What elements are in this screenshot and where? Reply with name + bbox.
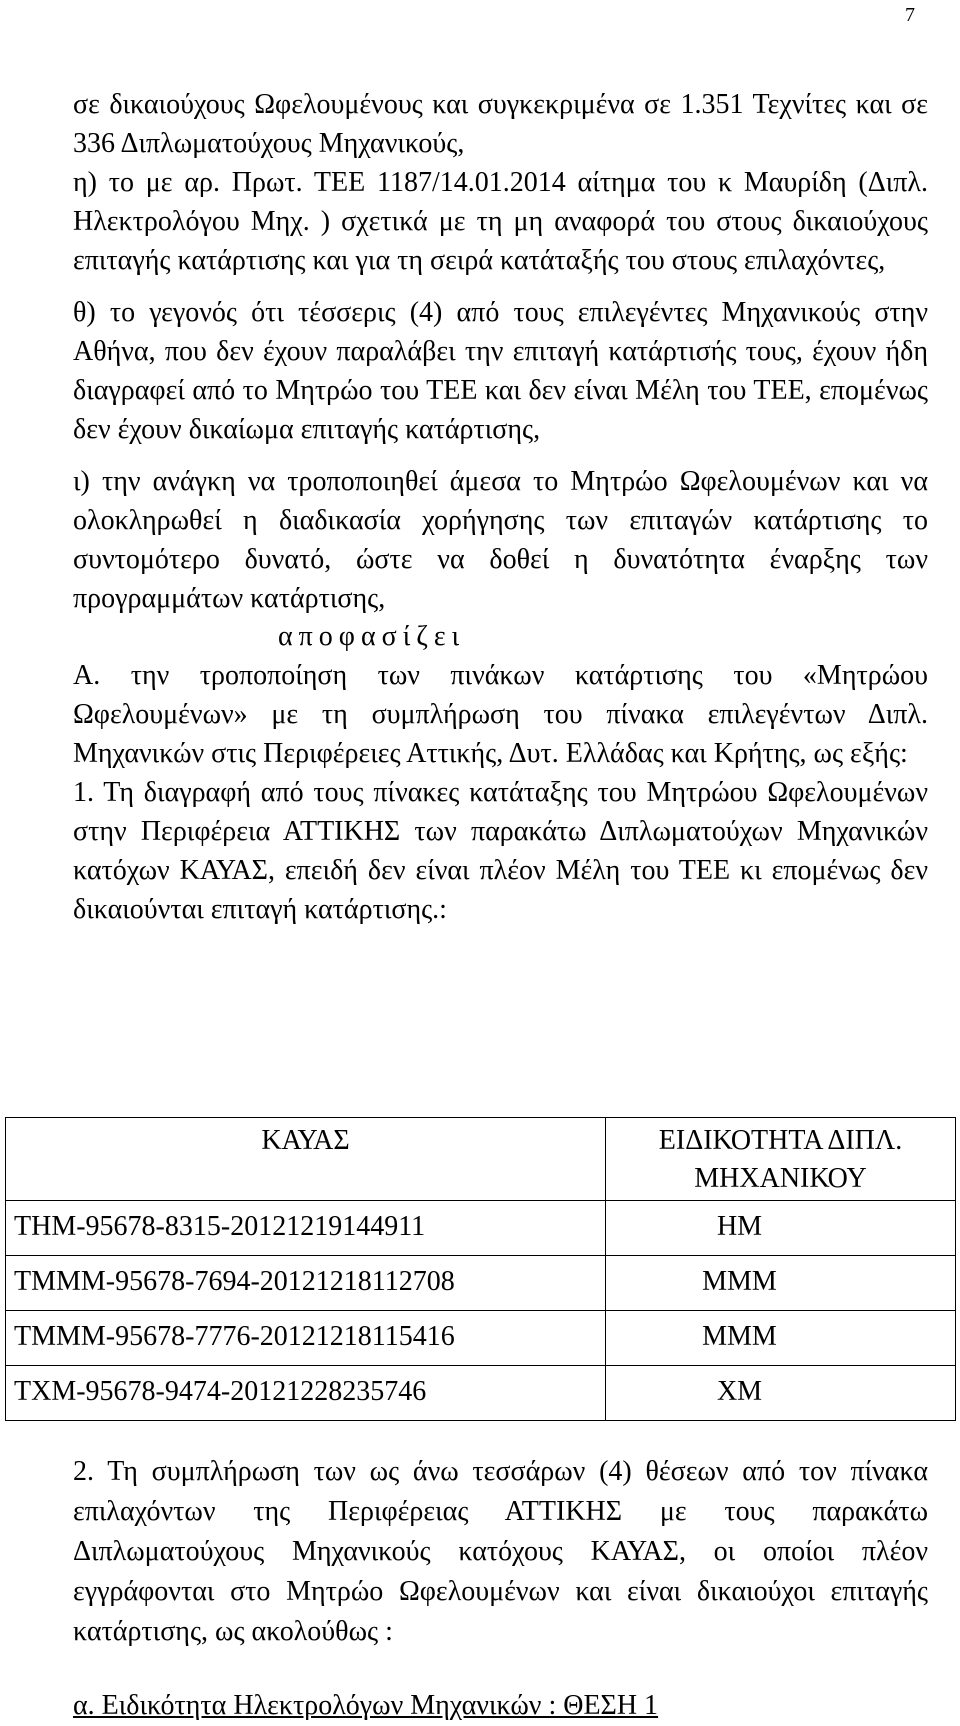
- cell-kauas: ΤΜΜΜ-95678-7776-20121218115416: [6, 1311, 606, 1366]
- header-specialty: ΕΙΔΙΚΟΤΗΤΑ ΔΙΠΛ. ΜΗΧΑΝΙΚΟΥ: [606, 1118, 956, 1201]
- paragraph-1: 1. Τη διαγραφή από τους πίνακες κατάταξης του Μητρώου Ωφελουμένων στην Περιφέρεια ΑΤΤΙΚΗΣ των παρακάτω Διπλωματούχων Μηχανικών κατόχων ΚΑΥΑΣ, επειδή δεν είναι πλέον Μέλη του ΤΕΕ κι επομένως δεν δικαιούνται επιταγή κατάρτισης.:: [73, 777, 928, 925]
- table-row: [6, 1201, 956, 1256]
- table-header-row: [6, 1118, 956, 1201]
- paragraph-iota: ι) την ανάγκη να τροποποιηθεί άμεσα το Μητρώο Ωφελουμένων και να ολοκληρωθεί η διαδικασία χορήγησης των επιταγών κατάρτισης το συντομότερο δυνατό, ώστε να δοθεί η δυνατότητα έναρξης των προγραμμάτων κατάρτισης,: [73, 466, 928, 614]
- cell-kauas: ΤΜΜΜ-95678-7694-20121218112708: [6, 1256, 606, 1311]
- page-number: 7: [905, 4, 915, 26]
- paragraph-eta: η) το με αρ. Πρωτ. ΤΕΕ 1187/14.01.2014 αίτημα του κ Μαυρίδη (Διπλ. Ηλεκτρολόγου Μηχ. ) σχετικά με τη μη αναφορά του στους δικαιούχους επιταγής κατάρτισης και για τη σειρά κατάταξής του στους επιλαχόντες,: [73, 167, 928, 276]
- table-row: [6, 1311, 956, 1366]
- cell-specialty: ΧΜ: [606, 1366, 956, 1421]
- cell-kauas: ΤΧΜ-95678-9474-20121228235746: [6, 1366, 606, 1421]
- paragraph-beneficiaries: σε δικαιούχους Ωφελουμένους και συγκεκριμένα σε 1.351 Τεχνίτες και σε 336 Διπλωματούχους Μηχανικούς,: [73, 89, 928, 159]
- cell-specialty: ΗΜ: [606, 1201, 956, 1256]
- paragraph-theta: θ) το γεγονός ότι τέσσερις (4) από τους επιλεγέντες Μηχανικούς στην Αθήνα, που δεν έχουν παραλάβει την επιταγή κατάρτισής τους, έχουν ήδη διαγραφεί από το Μητρώο του ΤΕΕ και δεν είναι Μέλη του ΤΕΕ, επομένως δεν έχουν δικαίωμα επιταγής κατάρτισης,: [73, 297, 928, 445]
- paragraph-2: 2. Τη συμπλήρωση των ως άνω τεσσάρων (4) θέσεων από τον πίνακα επιλαχόντων της Περιφέρειας ΑΤΤΙΚΗΣ με τους παρακάτω Διπλωματούχους Μηχανικούς κατόχους ΚΑΥΑΣ, οι οποίοι πλέον εγγράφονται στο Μητρώο Ωφελουμένων και είναι δικαιούχοι επιταγής κατάρτισης, ως ακολούθως :: [73, 1456, 928, 1647]
- table-row: [6, 1366, 956, 1421]
- header-kauas: ΚΑΥΑΣ: [6, 1118, 606, 1201]
- subheading-electrical-engineers: α. Ειδικότητα Ηλεκτρολόγων Μηχανικών : ΘΕΣΗ 1: [73, 1690, 659, 1721]
- decision-heading: αποφασίζει: [278, 621, 466, 652]
- document-body: [73, 85, 928, 929]
- cell-specialty: ΜΜΜ: [606, 1256, 956, 1311]
- cell-kauas: ΤΗΜ-95678-8315-20121219144911: [6, 1201, 606, 1256]
- document-body-continued: [73, 1452, 928, 1726]
- table-row: [6, 1256, 956, 1311]
- cell-specialty: ΜΜΜ: [606, 1311, 956, 1366]
- kauas-table: [5, 1117, 956, 1421]
- paragraph-a: Α. την τροποποίηση των πινάκων κατάρτισης του «Μητρώου Ωφελουμένων» με τη συμπλήρωση του πίνακα επιλεγέντων Διπλ. Μηχανικών στις Περιφέρειες Αττικής, Δυτ. Ελλάδας και Κρήτης, ως εξής:: [73, 660, 928, 769]
